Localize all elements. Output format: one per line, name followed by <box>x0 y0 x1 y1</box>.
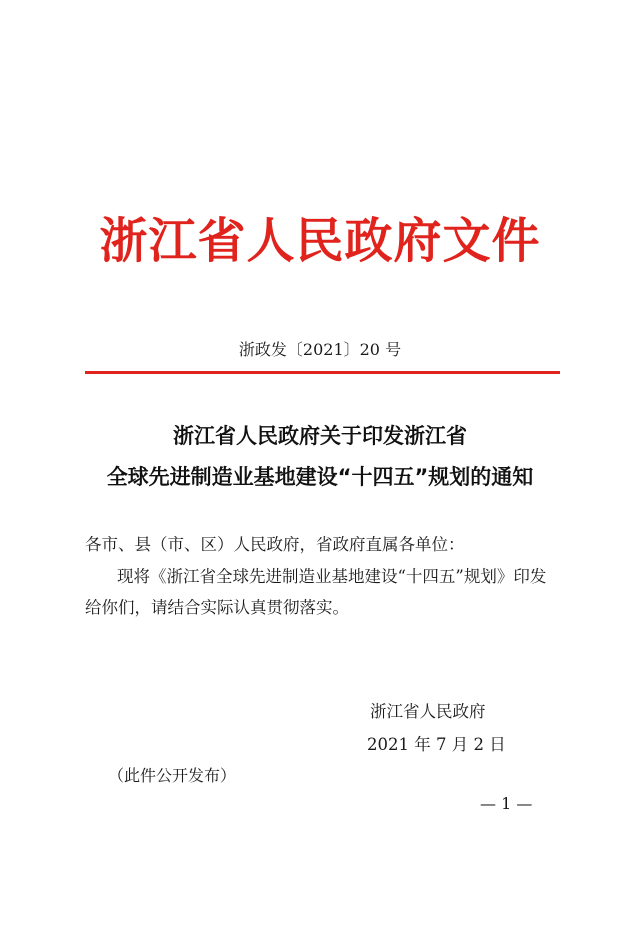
body-paragraph-line-2: 给你们，请结合实际认真贯彻落实。 <box>85 598 349 617</box>
page-number: — 1 — <box>480 794 533 813</box>
issue-date: 2021 年 7 月 2 日 <box>367 735 506 754</box>
body-paragraph-line-1: 现将《浙江省全球先进制造业基地建设“十四五”规划》印发 <box>117 567 547 586</box>
document-title-line-1: 浙江省人民政府关于印发浙江省 <box>173 424 467 448</box>
document-title-line-2: 全球先进制造业基地建设“十四五”规划的通知 <box>106 465 534 489</box>
salutation: 各市、县（市、区）人民政府，省政府直属各单位： <box>85 535 465 554</box>
document-masthead: 浙江省人民政府文件 <box>99 213 541 269</box>
document-number: 浙政发〔2021〕20 号 <box>238 340 402 359</box>
release-note: （此件公开发布） <box>108 766 237 785</box>
red-separator-line <box>85 371 560 374</box>
issuing-authority: 浙江省人民政府 <box>370 702 486 721</box>
